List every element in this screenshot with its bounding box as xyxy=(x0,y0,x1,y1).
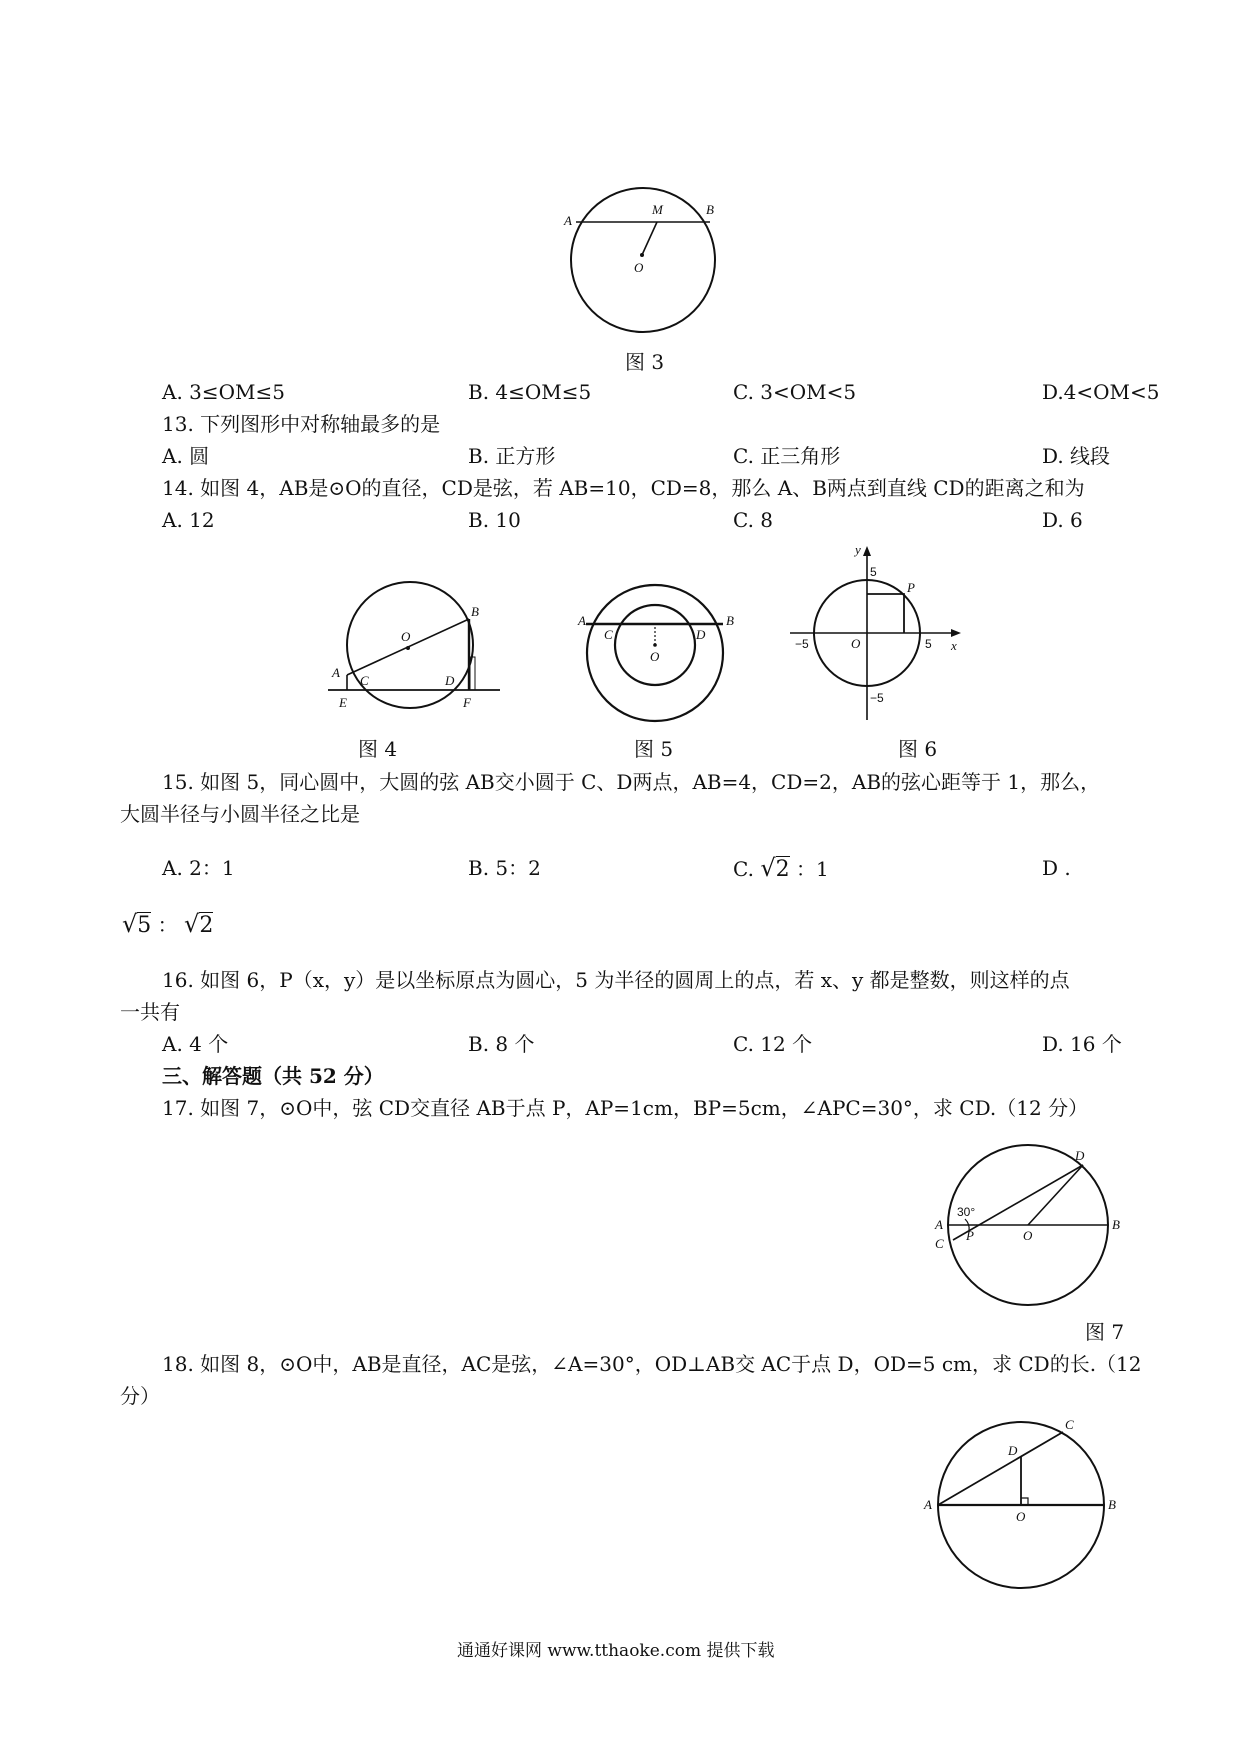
figure-8 xyxy=(920,1415,1125,1595)
fig8-label-o: O xyxy=(1016,1509,1026,1524)
fig8-label-a: A xyxy=(924,1497,932,1512)
fig6-label-p: P xyxy=(907,580,915,595)
q16-stem-line1: 16. 如图 6，P（x，y）是以坐标原点为圆心，5 为半径的圆周上的点，若 x、y 都是整数，则这样的点 xyxy=(162,968,1070,992)
fig3-label-m: M xyxy=(652,202,663,217)
q16-option-b: B. 8 个 xyxy=(468,1032,535,1056)
fig5-label-b: B xyxy=(726,613,734,628)
q12-option-d: D.4<OM<5 xyxy=(1042,380,1160,404)
q15-stem-line2: 大圆半径与小圆半径之比是 xyxy=(120,802,360,826)
q12-option-c: C. 3<OM<5 xyxy=(733,380,857,404)
fig4-label-o: O xyxy=(401,629,411,644)
sqrt-symbol: √ xyxy=(122,910,138,938)
q15-sqrt5: 5 xyxy=(137,913,152,938)
q15-option-d-value xyxy=(122,910,213,940)
q13-option-a: A. 圆 xyxy=(162,444,210,468)
section-3-title: 三、解答题（共 52 分） xyxy=(162,1064,384,1088)
figure-4 xyxy=(325,585,510,715)
q16-option-d: D. 16 个 xyxy=(1042,1032,1122,1056)
sqrt-symbol: √ xyxy=(760,854,776,882)
q13-option-b: B. 正方形 xyxy=(468,444,556,468)
fig8-label-d: D xyxy=(1008,1443,1018,1458)
fig4-label-b: B xyxy=(471,604,479,619)
fig6-label-x: x xyxy=(951,638,957,653)
q18-stem-line2: 分） xyxy=(120,1384,160,1408)
figure-6 xyxy=(785,540,965,725)
q12-option-b: B. 4≤OM≤5 xyxy=(468,380,592,404)
fig4-label-c: C xyxy=(360,673,369,688)
fig6-tick-y5: 5 xyxy=(870,565,877,579)
q14-option-b: B. 10 xyxy=(468,508,521,532)
q12-option-a: A. 3≤OM≤5 xyxy=(162,380,285,404)
fig4-caption: 图 4 xyxy=(358,737,398,761)
q15-option-d-sep: ： xyxy=(157,913,178,937)
figure-7 xyxy=(925,1140,1125,1315)
fig5-label-a: A xyxy=(578,613,586,628)
fig7-label-p: P xyxy=(966,1228,974,1243)
fig5-label-d: D xyxy=(696,627,706,642)
q17-stem: 17. 如图 7，⊙O中，弦 CD交直径 AB于点 P，AP=1cm，BP=5cm，∠APC=30°，求 CD.（12 分） xyxy=(162,1096,1089,1120)
fig7-label-c: C xyxy=(935,1236,944,1251)
fig5-caption: 图 5 xyxy=(634,737,674,761)
fig3-label-b: B xyxy=(706,202,714,217)
q14-option-d: D. 6 xyxy=(1042,508,1083,532)
q13-option-d: D. 线段 xyxy=(1042,444,1111,468)
fig7-label-d: D xyxy=(1075,1148,1085,1163)
fig4-label-d: D xyxy=(445,673,455,688)
q14-option-a: A. 12 xyxy=(162,508,215,532)
q14-stem: 14. 如图 4，AB是⊙O的直径，CD是弦，若 AB=10，CD=8，那么 A、B两点到直线 CD的距离之和为 xyxy=(162,476,1085,500)
figure-5 xyxy=(580,575,740,725)
fig6-label-o: O xyxy=(851,636,861,651)
q15-sqrt2: 2 xyxy=(775,857,790,882)
q15-option-c-label: C. xyxy=(733,857,754,881)
q15-option-b: B. 5：2 xyxy=(468,856,541,880)
q13-option-c: C. 正三角形 xyxy=(733,444,841,468)
q18-stem-line1: 18. 如图 8，⊙O中，AB是直径，AC是弦，∠A=30°，OD⊥AB交 AC于点 D，OD=5 cm，求 CD的长.（12 xyxy=(162,1352,1142,1376)
q13-stem: 13. 下列图形中对称轴最多的是 xyxy=(162,412,441,436)
fig4-label-e: E xyxy=(339,695,347,710)
q15-option-c-tail: ：1 xyxy=(795,857,829,881)
fig6-tick-x5: 5 xyxy=(925,637,932,651)
fig6-caption: 图 6 xyxy=(898,737,938,761)
fig5-label-o: O xyxy=(650,649,660,664)
fig8-label-b: B xyxy=(1108,1497,1116,1512)
fig7-label-a: A xyxy=(935,1217,943,1232)
q14-option-c: C. 8 xyxy=(733,508,774,532)
fig7-caption: 图 7 xyxy=(1085,1320,1125,1344)
fig7-label-b: B xyxy=(1112,1217,1120,1232)
q16-option-a: A. 4 个 xyxy=(162,1032,229,1056)
fig3-label-o: O xyxy=(634,260,644,275)
q16-option-c: C. 12 个 xyxy=(733,1032,813,1056)
fig7-label-o: O xyxy=(1023,1228,1033,1243)
fig3-label-a: A xyxy=(564,213,572,228)
fig4-label-f: F xyxy=(463,695,471,710)
q15-option-a: A. 2：1 xyxy=(162,856,235,880)
sqrt-symbol: √ xyxy=(184,910,200,938)
fig6-tick-ym5: −5 xyxy=(870,691,884,705)
page-footer: 通通好课网 www.tthaoke.com 提供下载 xyxy=(457,1641,775,1661)
figure-3 xyxy=(560,195,720,355)
fig6-label-y: y xyxy=(855,542,861,557)
fig6-tick-xm5: −5 xyxy=(795,637,809,651)
q16-stem-line2: 一共有 xyxy=(120,1000,180,1024)
fig4-label-a: A xyxy=(332,665,340,680)
q15-sqrt2b: 2 xyxy=(199,913,214,938)
fig8-label-c: C xyxy=(1065,1417,1074,1432)
q15-stem-line1: 15. 如图 5，同心圆中，大圆的弦 AB交小圆于 C、D两点，AB=4，CD=2，AB的弦心距等于 1，那么， xyxy=(162,770,1101,794)
fig5-label-c: C xyxy=(604,627,613,642)
fig3-caption: 图 3 xyxy=(625,350,665,374)
q15-option-c xyxy=(733,854,829,884)
fig7-angle-label: 30° xyxy=(957,1205,976,1219)
q15-option-d: D . xyxy=(1042,856,1071,880)
